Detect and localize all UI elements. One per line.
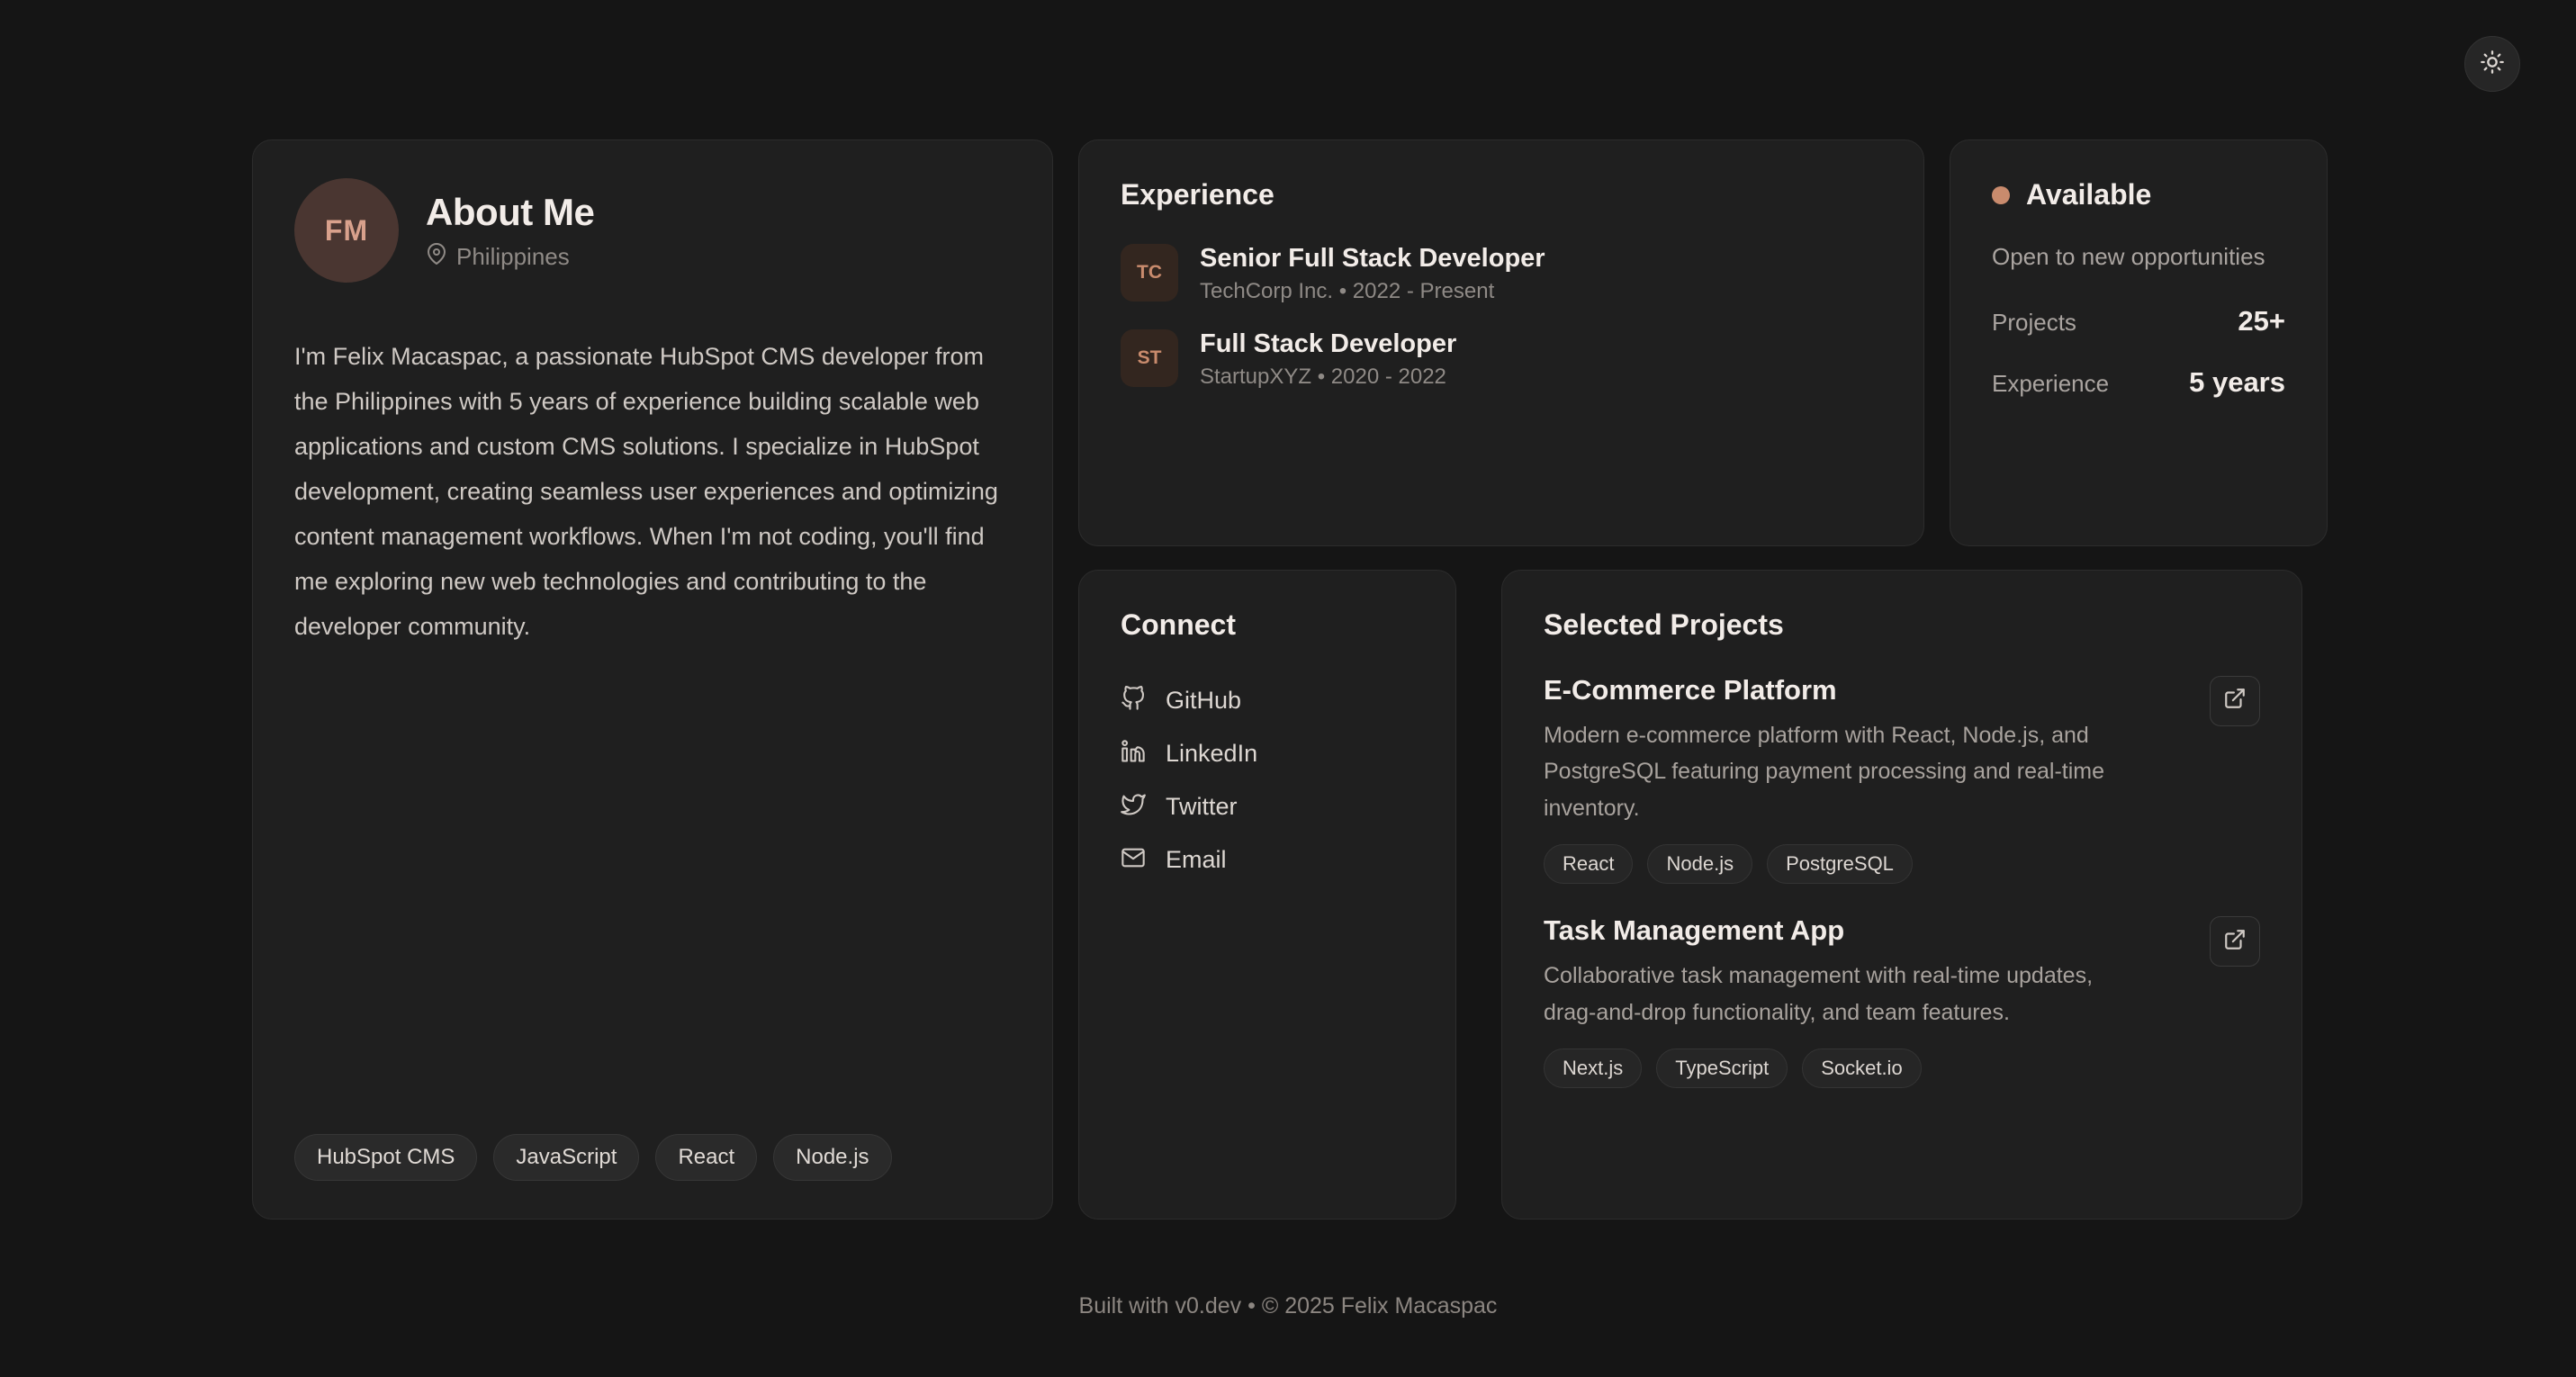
experience-text <box>1200 329 1456 390</box>
experience-title: Experience <box>1121 178 1274 211</box>
availability-subtitle: Open to new opportunities <box>1992 243 2265 270</box>
company-badge: ST <box>1121 329 1178 387</box>
location-label: Philippines <box>456 242 570 270</box>
experience-meta: StartupXYZ • 2020 - 2022 <box>1200 364 1446 389</box>
project-name: E-Commerce Platform <box>1544 673 1837 706</box>
twitter-icon <box>1121 792 1146 822</box>
stat-label: Experience <box>1992 369 2110 397</box>
external-link-icon <box>2223 928 2247 956</box>
skill-tag: HubSpot CMS <box>294 1134 477 1181</box>
email-icon <box>1121 845 1146 875</box>
connect-card <box>1078 570 1456 1220</box>
experience-item <box>1121 329 1882 390</box>
project-tag: PostgreSQL <box>1767 844 1913 884</box>
connect-link-email[interactable] <box>1121 833 1414 886</box>
page-title: About Me <box>426 190 595 233</box>
connect-link-label: LinkedIn <box>1166 739 1258 767</box>
project-tag: Node.js <box>1647 844 1752 884</box>
stat-row <box>1992 366 2285 399</box>
map-pin-icon <box>426 243 447 271</box>
projects-title: Selected Projects <box>1544 608 1784 641</box>
project-item <box>1544 914 2260 1088</box>
project-item <box>1544 674 2260 885</box>
project-tag-list <box>1544 844 2260 884</box>
avatar: FM <box>294 178 399 283</box>
skill-tag: Node.js <box>773 1134 891 1181</box>
project-description: Collaborative task management with real-time updates, drag-and-drop functionality, and team features. <box>1544 963 2094 1025</box>
connect-link-label: Email <box>1166 845 1227 873</box>
project-tag: Socket.io <box>1802 1048 1922 1088</box>
connect-link-label: GitHub <box>1166 686 1242 714</box>
sun-icon <box>2480 50 2505 79</box>
projects-card <box>1501 570 2302 1220</box>
skill-tag: JavaScript <box>493 1134 639 1181</box>
about-header <box>294 178 1011 283</box>
stat-row <box>1992 305 2285 338</box>
experience-meta: TechCorp Inc. • 2022 - Present <box>1200 279 1495 303</box>
stat-value: 25+ <box>2238 304 2285 337</box>
availability-card <box>1950 140 2328 546</box>
skill-tag: React <box>655 1134 757 1181</box>
project-tag: Next.js <box>1544 1048 1642 1088</box>
github-icon <box>1121 686 1146 716</box>
connect-title: Connect <box>1121 608 1236 641</box>
experience-role: Senior Full Stack Developer <box>1200 244 1545 273</box>
about-heading-group <box>426 191 594 271</box>
connect-link-label: Twitter <box>1166 792 1238 820</box>
status-label: Available <box>2026 178 2152 211</box>
connect-link-github[interactable] <box>1121 674 1414 727</box>
project-tag: TypeScript <box>1656 1048 1788 1088</box>
project-name: Task Management App <box>1544 914 1845 947</box>
stat-label: Projects <box>1992 308 2076 336</box>
company-badge: TC <box>1121 244 1178 302</box>
project-description: Modern e-commerce platform with React, Node.js, and PostgreSQL featuring payment processing and real-time inventory. <box>1544 722 2105 821</box>
connect-link-linkedin[interactable] <box>1121 727 1414 780</box>
linkedin-icon <box>1121 739 1146 769</box>
project-open-button[interactable] <box>2210 676 2260 726</box>
stat-value: 5 years <box>2189 365 2285 398</box>
theme-toggle-button[interactable] <box>2464 36 2520 92</box>
content-grid <box>252 140 2324 1220</box>
connect-link-list <box>1121 674 1414 886</box>
about-card <box>252 140 1053 1220</box>
experience-card <box>1078 140 1924 546</box>
status-badge <box>1992 178 2285 212</box>
project-tag: React <box>1544 844 1633 884</box>
footer-text: Built with v0.dev • © 2025 Felix Macaspac <box>1078 1293 1498 1318</box>
experience-item <box>1121 244 1882 304</box>
location <box>426 243 594 271</box>
about-bio: I'm Felix Macaspac, a passionate HubSpot CMS developer from the Philippines with 5 years of experience building scalable web applications and custom CMS solutions. I specialize in HubSpot development, creating seamless user experiences and optimizing content management workflows. When I'm not coding, you'll find me exploring new web technologies and contributing to the developer community. <box>294 343 998 640</box>
project-tag-list <box>1544 1048 2260 1088</box>
skill-tag-list <box>294 1134 1011 1181</box>
status-dot-icon <box>1992 186 2010 204</box>
connect-link-twitter[interactable] <box>1121 780 1414 833</box>
experience-text <box>1200 244 1545 304</box>
experience-role: Full Stack Developer <box>1200 329 1457 358</box>
external-link-icon <box>2223 687 2247 715</box>
project-open-button[interactable] <box>2210 916 2260 967</box>
